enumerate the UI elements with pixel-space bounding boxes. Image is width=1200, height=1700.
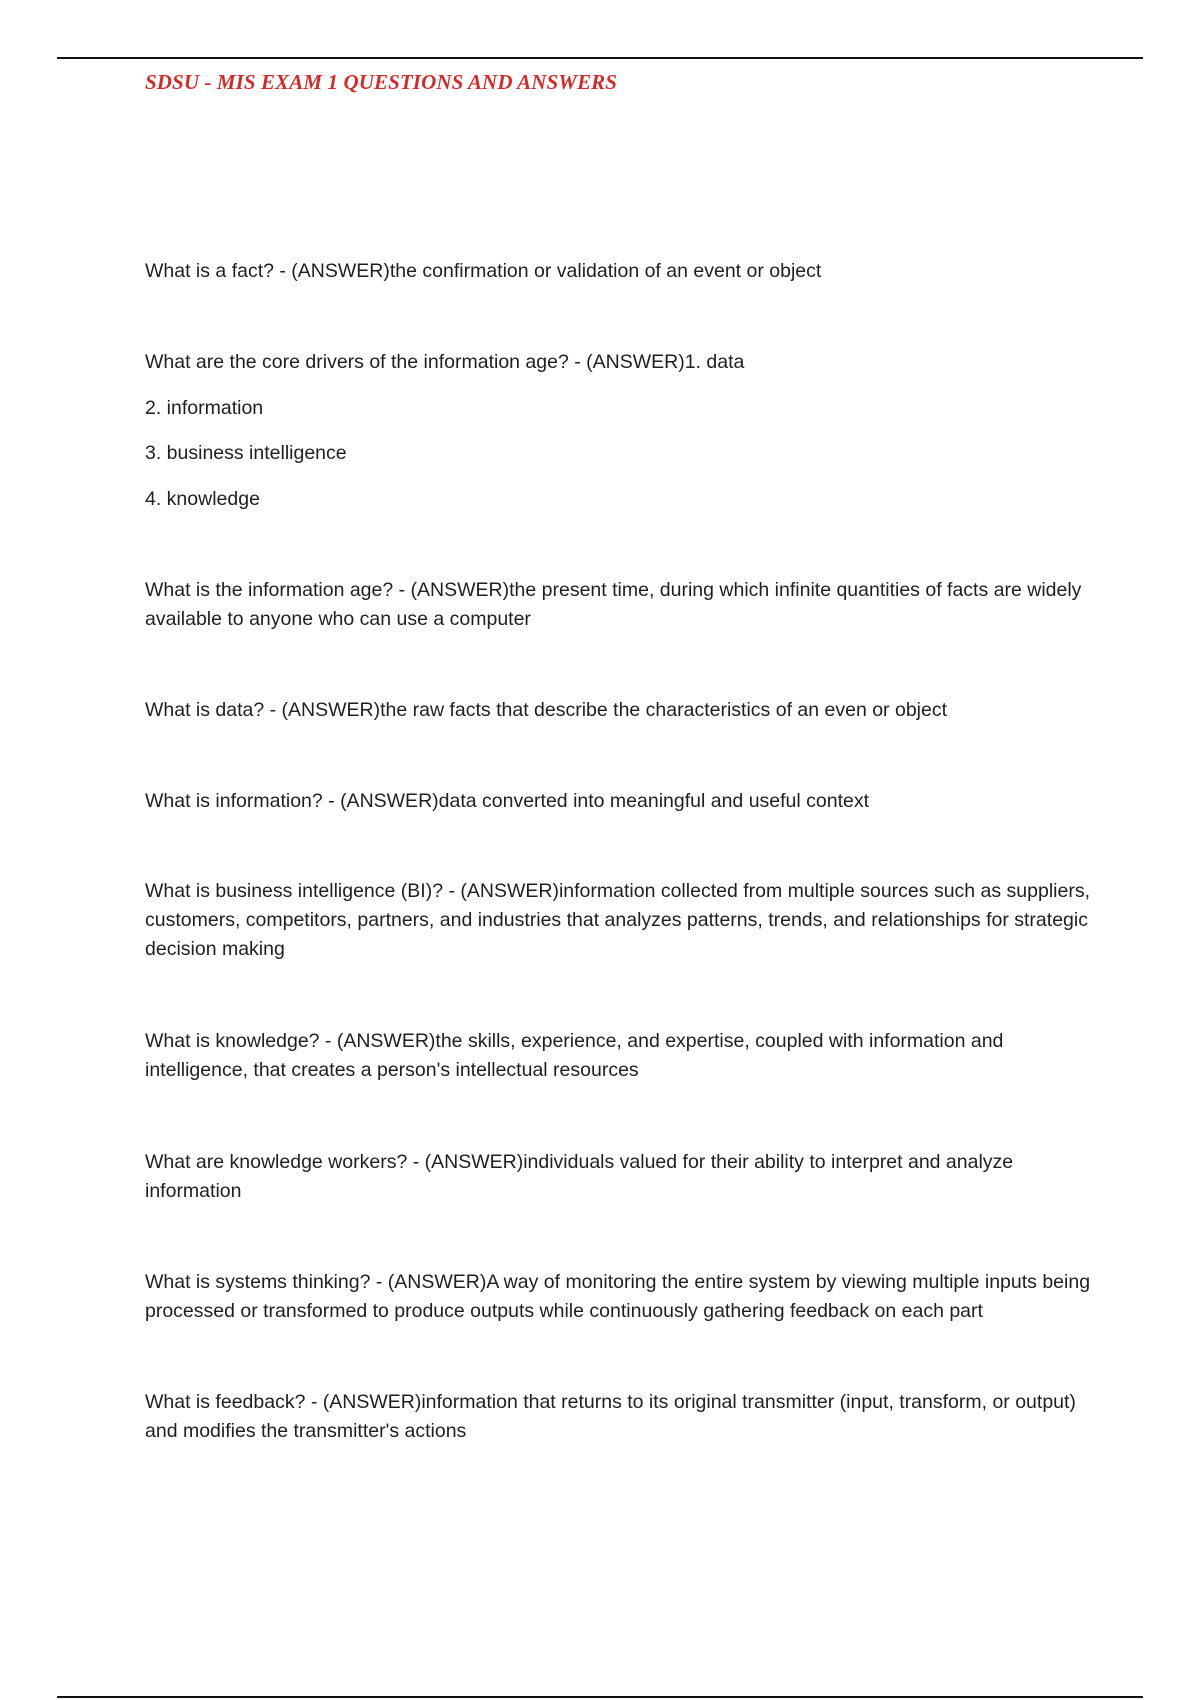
list-item-information: 2. information [145, 397, 264, 419]
qa-core-drivers: What are the core drivers of the information age? - (ANSWER)1. data [145, 351, 745, 373]
qa-data: What is data? - (ANSWER)the raw facts that describe the characteristics of an even or object [145, 699, 948, 721]
list-item-knowledge: 4. knowledge [145, 488, 260, 510]
header-rule [57, 57, 1143, 59]
qa-business-intelligence: What is business intelligence (BI)? - (ANSWER)information collected from multiple sources such as suppliers, customers, competitors, partners, and industries that analyzes patterns, trends, and relationships for strategic decision making [145, 880, 1091, 960]
qa-feedback: What is feedback? - (ANSWER)information that returns to its original transmitter (input, transform, or output) and modifies the transmitter's actions [145, 1391, 1076, 1442]
qa-information-age: What is the information age? - (ANSWER)the present time, during which infinite quantities of facts are widely available to anyone who can use a computer [145, 579, 1082, 630]
footer-rule [57, 1696, 1143, 1698]
qa-fact: What is a fact? - (ANSWER)the confirmation or validation of an event or object [145, 260, 822, 282]
qa-knowledge-workers: What are knowledge workers? - (ANSWER)individuals valued for their ability to interpret and analyze information [145, 1151, 1014, 1202]
qa-information: What is information? - (ANSWER)data converted into meaningful and useful context [145, 790, 870, 812]
list-item-business-intelligence: 3. business intelligence [145, 442, 347, 464]
qa-systems-thinking: What is systems thinking? - (ANSWER)A way of monitoring the entire system by viewing multiple inputs being processed or transformed to produce outputs while continuously gathering feedback on each part [145, 1271, 1091, 1322]
document-title: SDSU - MIS EXAM 1 QUESTIONS AND ANSWERS [145, 70, 618, 94]
qa-knowledge: What is knowledge? - (ANSWER)the skills, experience, and expertise, coupled with information and intelligence, that creates a person's intellectual resources [145, 1030, 1004, 1081]
